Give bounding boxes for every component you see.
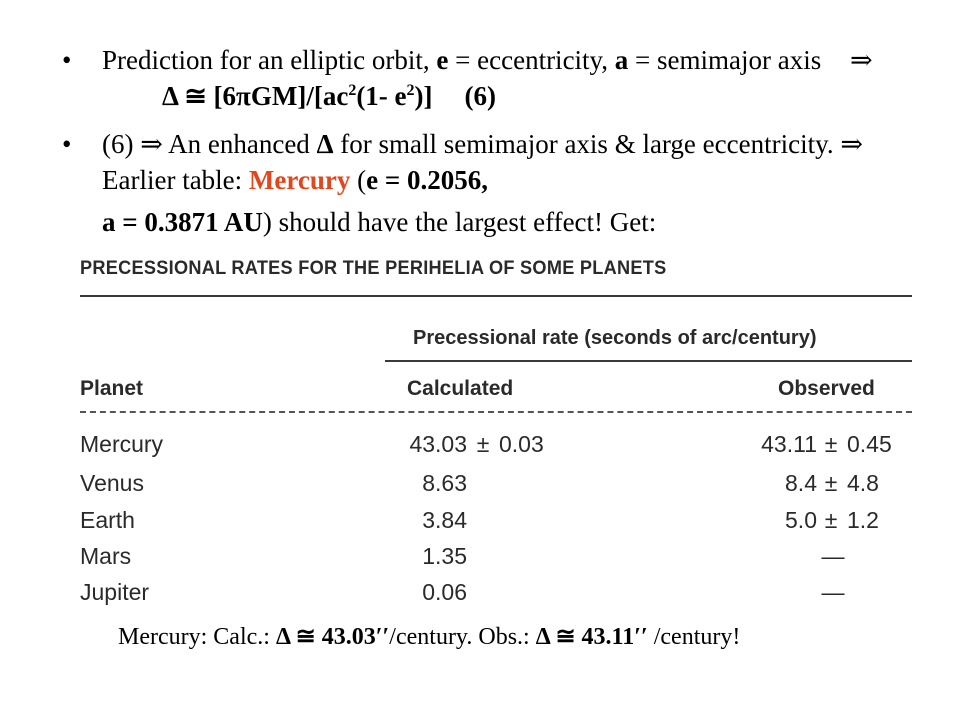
observed-error: 0.45 xyxy=(847,431,892,457)
text: /century. Obs.: xyxy=(389,624,536,650)
planet-name: Mercury xyxy=(80,431,164,457)
implies-arrow: ⇒ xyxy=(840,129,863,159)
observed-error: 1.2 xyxy=(847,507,879,533)
bullet-marker: • xyxy=(62,45,72,75)
text: ) should have the largest effect! Get: xyxy=(262,207,657,237)
calculated-error: 0.03 xyxy=(499,431,544,457)
table-title: PRECESSIONAL RATES FOR THE PERIHELIA OF SOME PLANETS xyxy=(80,257,667,279)
observed-value: 8.4 xyxy=(785,470,817,496)
observed-value: 5.0 xyxy=(785,507,817,533)
plus-minus: ± xyxy=(824,507,838,533)
text: (6) xyxy=(102,129,141,159)
text: for small semimajor axis & large eccentricity. xyxy=(333,129,841,159)
planet-name: Mars xyxy=(80,543,132,569)
e-symbol: e xyxy=(436,45,449,75)
observed-not-available: — xyxy=(821,543,845,569)
group-header-rule xyxy=(385,360,912,362)
column-header-planet: Planet xyxy=(80,377,144,400)
calculated-value: 43.03 xyxy=(409,431,467,457)
group-header: Precessional rate (seconds of arc/century) xyxy=(413,327,817,349)
text: Mercury: Calc.: xyxy=(118,624,276,650)
text: Earlier table: xyxy=(102,165,249,195)
calculated-delta: Δ ≅ 43.03′′ xyxy=(275,624,390,650)
table-top-rule xyxy=(80,295,912,297)
observed-delta: Δ ≅ 43.11′′ xyxy=(535,624,648,650)
column-header-observed: Observed xyxy=(778,377,875,400)
calculated-value: 8.63 xyxy=(422,470,467,496)
text: /century! xyxy=(647,624,741,650)
plus-minus: ± xyxy=(824,470,838,496)
mercury-highlight: Mercury xyxy=(248,165,351,195)
bullet-marker: • xyxy=(62,129,72,159)
precession-formula: Δ ≅ $[6\pi GM]/[ac^2(1-$ $e^2$)] xyxy=(162,81,433,111)
observed-error: 4.8 xyxy=(847,470,879,496)
text: = semimajor axis xyxy=(628,45,828,75)
planet-name: Venus xyxy=(80,470,144,496)
a-symbol: a xyxy=(614,45,629,75)
observed-value: 43.11 xyxy=(761,431,817,457)
plus-minus: ± xyxy=(476,431,490,457)
delta-symbol: Δ xyxy=(316,129,334,159)
planet-name: Earth xyxy=(80,507,135,533)
text: = eccentricity, xyxy=(448,45,615,75)
equation-number: (6) xyxy=(464,81,496,111)
mercury-conclusion xyxy=(118,620,740,654)
implies-arrow: ⇒ xyxy=(140,129,163,159)
text: ( xyxy=(350,165,367,195)
observed-not-available: — xyxy=(821,579,845,605)
implies-arrow: ⇒ xyxy=(850,45,873,75)
text: An enhanced xyxy=(162,129,317,159)
semimajor-axis-value: a = 0.3871 AU xyxy=(102,207,263,237)
calculated-value: 1.35 xyxy=(422,543,467,569)
plus-minus: ± xyxy=(824,431,838,457)
calculated-value: 3.84 xyxy=(422,507,467,533)
column-header-calculated: Calculated xyxy=(407,377,514,400)
text: Prediction for an elliptic orbit, xyxy=(102,45,437,75)
planet-name: Jupiter xyxy=(80,579,150,605)
header-dashed-rule xyxy=(80,411,912,413)
calculated-value: 0.06 xyxy=(422,579,467,605)
eccentricity-value: e = 0.2056, xyxy=(366,165,488,195)
